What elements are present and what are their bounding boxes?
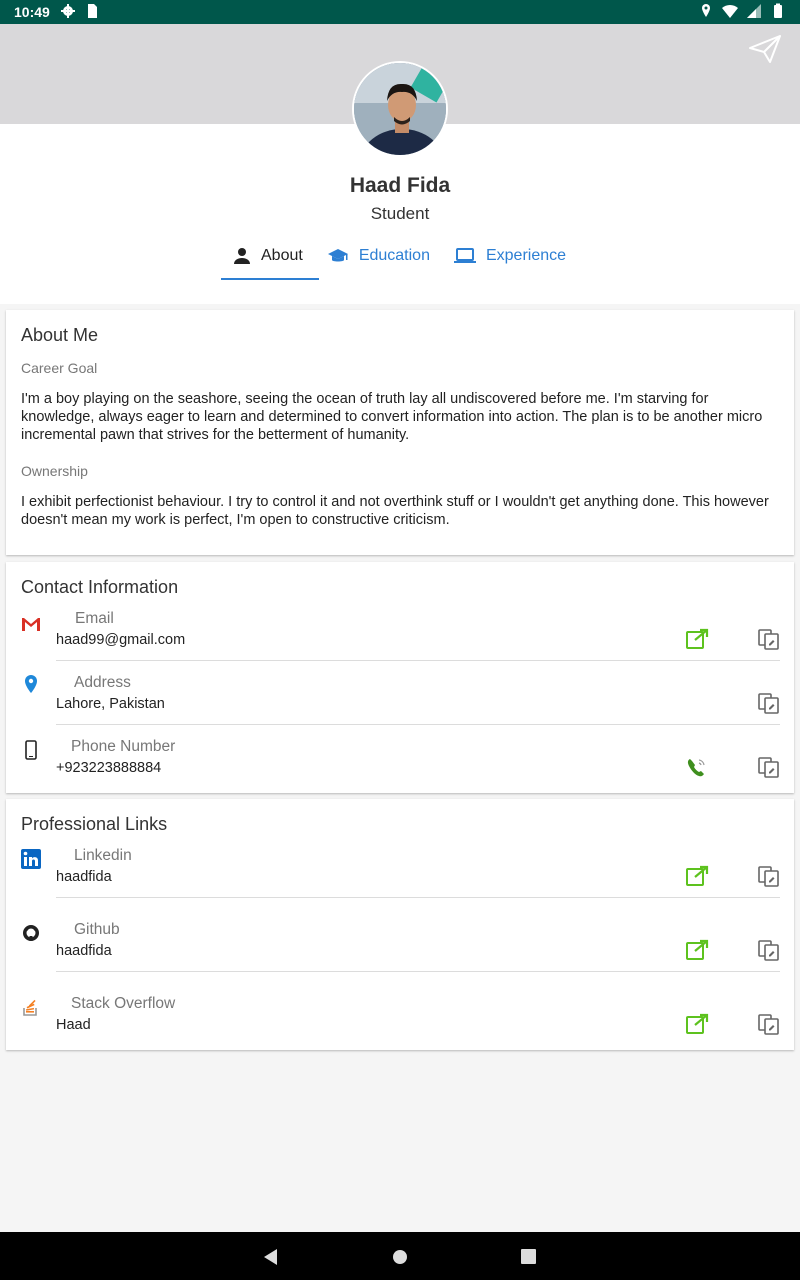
profile-name: Haad Fida: [349, 174, 451, 197]
divider: [56, 660, 780, 661]
status-time: 10:49: [14, 4, 50, 20]
call-phone-icon[interactable]: [685, 756, 709, 778]
ownership-text: I exhibit perfectionist behaviour. I try to control it and not overthink stuff or I wouldn't get anything done. This however doesn't mean my work is perfect, I'm open to constructive criticism.: [21, 494, 769, 528]
address-row: [6, 670, 794, 724]
github-label: Github: [74, 921, 120, 938]
profile-role: Student: [370, 204, 430, 223]
address-value: Lahore, Pakistan: [56, 696, 165, 712]
profile-tabs: [221, 240, 578, 280]
gmail-icon: [21, 614, 41, 634]
divider: [56, 971, 780, 972]
email-label: Email: [75, 610, 114, 627]
tab-experience-label: Experience: [485, 247, 567, 264]
copy-stackoverflow-icon[interactable]: [757, 1013, 781, 1035]
tab-experience[interactable]: [442, 240, 578, 272]
tab-about[interactable]: [221, 240, 315, 272]
address-label: Address: [74, 674, 131, 691]
copy-address-icon[interactable]: [757, 692, 781, 714]
home-icon[interactable]: [392, 1249, 408, 1265]
phone-value: +923223888884: [56, 760, 162, 776]
tab-education[interactable]: [315, 240, 442, 272]
email-row: [6, 606, 794, 660]
email-value: haad99@gmail.com: [56, 632, 186, 648]
github-row: [6, 917, 794, 971]
laptop-icon: [454, 247, 476, 265]
ownership-label: Ownership: [21, 463, 88, 479]
about-card: [6, 310, 794, 555]
phone-row: [6, 734, 794, 788]
recents-icon[interactable]: [521, 1249, 536, 1264]
settings-icon: [60, 3, 76, 19]
active-tab-indicator: [221, 278, 319, 280]
back-icon[interactable]: [262, 1248, 278, 1266]
linkedin-value: haadfida: [56, 869, 112, 885]
open-stackoverflow-icon[interactable]: [685, 1013, 709, 1035]
linkedin-row: [6, 843, 794, 897]
avatar: [352, 61, 448, 157]
copy-phone-icon[interactable]: [757, 756, 781, 778]
open-email-icon[interactable]: [685, 628, 709, 650]
signal-icon: [746, 3, 762, 19]
github-value: haadfida: [56, 943, 112, 959]
system-nav-bar: [0, 1232, 800, 1280]
contact-title: Contact Information: [21, 577, 179, 597]
location-icon: [698, 3, 714, 19]
sd-card-icon: [84, 3, 100, 19]
stack-overflow-icon: [21, 997, 41, 1017]
phone-label: Phone Number: [71, 738, 176, 755]
divider: [56, 724, 780, 725]
location-pin-icon: [21, 674, 41, 694]
links-title: Professional Links: [21, 814, 168, 834]
mobile-phone-icon: [21, 740, 41, 760]
graduation-cap-icon: [327, 247, 349, 265]
linkedin-label: Linkedin: [74, 847, 132, 864]
send-icon[interactable]: [748, 34, 782, 64]
open-linkedin-icon[interactable]: [685, 865, 709, 887]
person-icon: [233, 247, 251, 265]
divider: [56, 897, 780, 898]
links-card: [6, 799, 794, 1050]
github-icon: [21, 923, 41, 943]
stackoverflow-row: [6, 991, 794, 1045]
open-github-icon[interactable]: [685, 939, 709, 961]
linkedin-icon: [21, 849, 41, 869]
battery-icon: [770, 3, 786, 19]
contact-card: [6, 562, 794, 793]
tab-about-label: About: [261, 247, 303, 264]
copy-linkedin-icon[interactable]: [757, 865, 781, 887]
wifi-icon: [722, 3, 738, 19]
about-title: About Me: [21, 325, 99, 345]
stackoverflow-value: Haad: [56, 1017, 91, 1033]
copy-github-icon[interactable]: [757, 939, 781, 961]
career-goal-text: I'm a boy playing on the seashore, seeing the ocean of truth lay all undiscovered before me. I'm starving for knowledge, always eager to learn and determined to convert information into action. The plan is to be another micro incremental pawn that strives for the betterment of humanity.: [21, 391, 763, 443]
copy-email-icon[interactable]: [757, 628, 781, 650]
stackoverflow-label: Stack Overflow: [71, 995, 176, 1012]
tab-education-label: Education: [358, 247, 430, 264]
career-goal-label: Career Goal: [21, 360, 98, 376]
status-bar: [0, 0, 800, 24]
